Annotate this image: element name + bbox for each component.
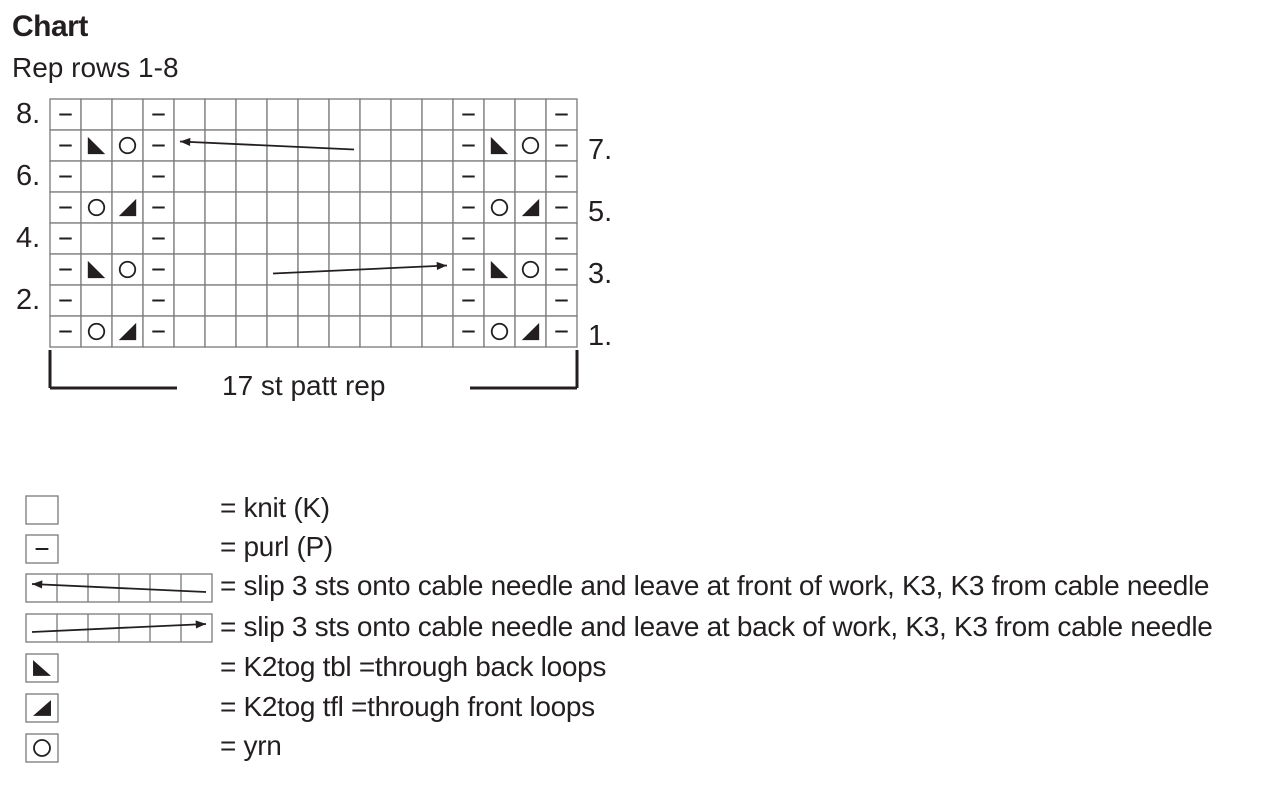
chart-cell <box>236 161 267 192</box>
cell-box <box>391 130 422 161</box>
chart-title: Chart <box>12 10 88 43</box>
legend-symbol-knit <box>26 496 58 524</box>
chart-cell <box>81 130 112 161</box>
chart-cell <box>81 285 112 316</box>
chart-cell <box>484 316 515 347</box>
chart-cell <box>360 161 391 192</box>
cell-box <box>360 130 391 161</box>
chart-cell <box>236 316 267 347</box>
chart-cell <box>546 130 577 161</box>
chart-cell <box>81 254 112 285</box>
cell-box <box>236 161 267 192</box>
legend-symbol-cable-back <box>26 614 212 642</box>
cell-box <box>112 99 143 130</box>
row-label-2: 2. <box>16 284 41 316</box>
chart-cell <box>143 316 174 347</box>
cell-box <box>236 285 267 316</box>
cell-box <box>484 99 515 130</box>
chart-cell <box>360 99 391 130</box>
cell-box <box>205 316 236 347</box>
legend-box <box>26 496 58 524</box>
chart-cell <box>267 254 298 285</box>
chart-cell <box>267 316 298 347</box>
chart-cell <box>515 223 546 254</box>
chart-cell <box>391 223 422 254</box>
cell-box <box>298 192 329 223</box>
cell-box <box>174 99 205 130</box>
cell-box <box>391 316 422 347</box>
chart-cell <box>422 223 453 254</box>
chart-cell <box>391 99 422 130</box>
cell-box <box>515 223 546 254</box>
cell-box <box>112 130 143 161</box>
chart-cell <box>298 254 329 285</box>
cell-box <box>422 99 453 130</box>
cell-box <box>515 161 546 192</box>
chart-cell <box>329 161 360 192</box>
cell-box <box>329 130 360 161</box>
chart-grid <box>50 99 577 347</box>
chart-cell <box>484 254 515 285</box>
chart-cell <box>484 192 515 223</box>
chart-cell <box>329 130 360 161</box>
chart-cell <box>453 161 484 192</box>
chart-cell <box>484 285 515 316</box>
cell-box <box>205 99 236 130</box>
cell-box <box>298 285 329 316</box>
chart-cell <box>112 316 143 347</box>
cell-box <box>515 285 546 316</box>
chart-cell <box>329 285 360 316</box>
chart-cell <box>81 161 112 192</box>
chart-cell <box>422 99 453 130</box>
legend-text-k2tog-tbl: = K2tog tbl =through back loops <box>220 651 607 682</box>
chart-cell <box>50 161 81 192</box>
chart-cell <box>81 99 112 130</box>
chart-cell <box>298 223 329 254</box>
chart-cell <box>112 223 143 254</box>
cell-box <box>391 161 422 192</box>
cell-box <box>112 161 143 192</box>
chart-cell <box>391 285 422 316</box>
chart-cell <box>546 285 577 316</box>
cell-box <box>267 161 298 192</box>
chart-cell <box>360 192 391 223</box>
chart-cell <box>267 285 298 316</box>
chart-cell <box>236 223 267 254</box>
chart-cell <box>515 316 546 347</box>
repeat-bracket <box>50 350 577 388</box>
chart-cell <box>205 161 236 192</box>
cell-box <box>360 99 391 130</box>
row-label-1: 1. <box>588 320 613 352</box>
chart-cell <box>236 285 267 316</box>
legend-text-knit: = knit (K) <box>220 492 330 523</box>
chart-cell <box>298 316 329 347</box>
chart-cell <box>143 161 174 192</box>
cell-box <box>515 99 546 130</box>
chart-cell <box>453 254 484 285</box>
cell-box <box>298 223 329 254</box>
cell-box <box>484 285 515 316</box>
cell-box <box>205 130 236 161</box>
cell-box <box>174 316 205 347</box>
chart-cell <box>391 130 422 161</box>
chart-cell <box>391 192 422 223</box>
chart-cell <box>112 130 143 161</box>
cell-box <box>391 223 422 254</box>
legend-text-purl: = purl (P) <box>220 531 333 562</box>
chart-subtitle: Rep rows 1-8 <box>12 52 179 83</box>
chart-cell <box>329 316 360 347</box>
row-label-6: 6. <box>16 160 41 192</box>
chart-cell <box>50 130 81 161</box>
chart-cell <box>360 130 391 161</box>
chart-cell <box>205 99 236 130</box>
chart-cell <box>546 99 577 130</box>
cell-box <box>484 223 515 254</box>
chart-cell <box>298 161 329 192</box>
chart-cell <box>515 161 546 192</box>
chart-cell <box>298 130 329 161</box>
cell-box <box>484 161 515 192</box>
chart-cell <box>422 285 453 316</box>
chart-cell <box>546 192 577 223</box>
chart-cell <box>298 192 329 223</box>
cell-box <box>81 192 112 223</box>
chart-cell <box>329 99 360 130</box>
chart-cell <box>329 192 360 223</box>
legend-box <box>26 734 58 762</box>
cell-box <box>515 254 546 285</box>
chart-cell <box>422 316 453 347</box>
cell-box <box>267 223 298 254</box>
cell-box <box>391 99 422 130</box>
chart-cell <box>174 99 205 130</box>
row-label-8: 8. <box>16 98 41 130</box>
cell-box <box>205 192 236 223</box>
legend-text-k2tog-tfl: = K2tog tfl =through front loops <box>220 691 595 722</box>
cell-box <box>174 161 205 192</box>
cell-box <box>112 254 143 285</box>
chart-cell <box>484 161 515 192</box>
cell-box <box>484 192 515 223</box>
chart-cell <box>174 285 205 316</box>
cell-box <box>329 99 360 130</box>
cell-box <box>391 285 422 316</box>
legend-symbols <box>26 496 212 762</box>
chart-cell <box>236 254 267 285</box>
chart-cell <box>174 254 205 285</box>
chart-cell <box>515 192 546 223</box>
chart-cell <box>267 99 298 130</box>
chart-cell <box>453 192 484 223</box>
cell-box <box>298 161 329 192</box>
chart-cell <box>112 192 143 223</box>
row-label-4: 4. <box>16 222 41 254</box>
chart-cell <box>174 223 205 254</box>
chart-cell <box>205 316 236 347</box>
chart-cell <box>50 223 81 254</box>
cell-box <box>205 161 236 192</box>
chart-cell <box>298 285 329 316</box>
chart-cell <box>422 161 453 192</box>
chart-cell <box>267 161 298 192</box>
cell-box <box>329 316 360 347</box>
cell-box <box>205 285 236 316</box>
chart-cell <box>391 316 422 347</box>
cell-box <box>298 99 329 130</box>
cell-box <box>267 192 298 223</box>
row-label-5: 5. <box>588 196 613 228</box>
cell-box <box>267 316 298 347</box>
cell-box <box>174 192 205 223</box>
repeat-label: 17 st patt rep <box>222 370 386 401</box>
chart-cell <box>515 99 546 130</box>
legend-text-yrn: = yrn <box>220 730 282 761</box>
legend-symbol-k2tog-tbl <box>26 654 58 682</box>
cell-box <box>205 223 236 254</box>
legend-symbol-purl <box>26 535 58 563</box>
chart-cell <box>422 192 453 223</box>
chart-cell <box>205 285 236 316</box>
cell-box <box>422 316 453 347</box>
cell-box <box>422 161 453 192</box>
chart-cell <box>205 254 236 285</box>
chart-cell <box>205 130 236 161</box>
cell-box <box>81 285 112 316</box>
chart-cell <box>546 161 577 192</box>
chart-cell <box>360 223 391 254</box>
chart-cell <box>112 161 143 192</box>
chart-cell <box>267 192 298 223</box>
chart-cell <box>143 99 174 130</box>
chart-cell <box>546 316 577 347</box>
cell-box <box>174 223 205 254</box>
chart-cell <box>391 161 422 192</box>
chart-cell <box>174 161 205 192</box>
cell-box <box>391 192 422 223</box>
chart-cell <box>515 254 546 285</box>
chart-cell <box>236 99 267 130</box>
chart-cell <box>546 223 577 254</box>
chart-cell <box>81 192 112 223</box>
cell-box <box>81 316 112 347</box>
chart-cell <box>50 192 81 223</box>
cell-box <box>81 99 112 130</box>
chart-cell <box>267 223 298 254</box>
cell-box <box>174 285 205 316</box>
cell-box <box>329 285 360 316</box>
cell-box <box>267 99 298 130</box>
chart-cell <box>50 254 81 285</box>
cell-box <box>329 192 360 223</box>
chart-cell <box>174 192 205 223</box>
cell-box <box>360 161 391 192</box>
chart-cell <box>112 99 143 130</box>
legend-text-cable-back: = slip 3 sts onto cable needle and leave at back of work, K3, K3 from cable needle <box>220 611 1213 642</box>
chart-cell <box>205 223 236 254</box>
chart-cell <box>515 130 546 161</box>
cell-box <box>422 285 453 316</box>
cell-box <box>360 223 391 254</box>
chart-cell <box>453 223 484 254</box>
chart-cell <box>546 254 577 285</box>
chart-cell <box>143 254 174 285</box>
chart-cell <box>515 285 546 316</box>
chart-cell <box>391 254 422 285</box>
chart-cell <box>298 99 329 130</box>
row-label-3: 3. <box>588 258 613 290</box>
cell-box <box>298 316 329 347</box>
cell-box <box>236 192 267 223</box>
chart-cell <box>360 316 391 347</box>
cell-box <box>112 223 143 254</box>
cell-box <box>236 99 267 130</box>
cell-box <box>422 130 453 161</box>
legend-text-cable-front: = slip 3 sts onto cable needle and leave at front of work, K3, K3 from cable needle <box>220 570 1210 601</box>
cell-box <box>112 285 143 316</box>
chart-cell <box>50 285 81 316</box>
chart-cell <box>422 130 453 161</box>
cell-box <box>81 223 112 254</box>
cell-box <box>267 254 298 285</box>
cell-box <box>298 130 329 161</box>
cell-box <box>422 192 453 223</box>
cell-box <box>236 254 267 285</box>
cell-box <box>360 316 391 347</box>
cell-box <box>360 285 391 316</box>
legend-symbol-k2tog-tfl <box>26 694 58 722</box>
cell-box <box>236 223 267 254</box>
chart-cell <box>205 192 236 223</box>
chart-cell <box>484 99 515 130</box>
cell-box <box>81 161 112 192</box>
cell-box <box>267 285 298 316</box>
chart-cell <box>50 316 81 347</box>
cell-box <box>391 254 422 285</box>
chart-cell <box>360 285 391 316</box>
chart-cell <box>143 192 174 223</box>
cell-box <box>298 254 329 285</box>
chart-cell <box>143 285 174 316</box>
chart-cell <box>453 99 484 130</box>
chart-cell <box>50 99 81 130</box>
chart-cell <box>112 285 143 316</box>
chart-cell <box>112 254 143 285</box>
chart-cell <box>484 223 515 254</box>
cell-box <box>205 254 236 285</box>
chart-cell <box>81 316 112 347</box>
chart-cell <box>453 285 484 316</box>
chart-cell <box>329 223 360 254</box>
chart-cell <box>174 316 205 347</box>
cell-box <box>484 316 515 347</box>
chart-cell <box>484 130 515 161</box>
cell-box <box>174 254 205 285</box>
chart-cell <box>143 223 174 254</box>
cell-box <box>360 192 391 223</box>
legend-symbol-yrn <box>26 734 58 762</box>
chart-cell <box>453 316 484 347</box>
chart-cell <box>143 130 174 161</box>
chart-cell <box>81 223 112 254</box>
legend-symbol-cable-front <box>26 574 212 602</box>
cell-box <box>422 223 453 254</box>
chart-cell <box>453 130 484 161</box>
cell-box <box>236 316 267 347</box>
cell-box <box>329 223 360 254</box>
chart-cell <box>236 192 267 223</box>
cell-box <box>515 130 546 161</box>
cell-box <box>329 161 360 192</box>
row-label-7: 7. <box>588 134 613 166</box>
